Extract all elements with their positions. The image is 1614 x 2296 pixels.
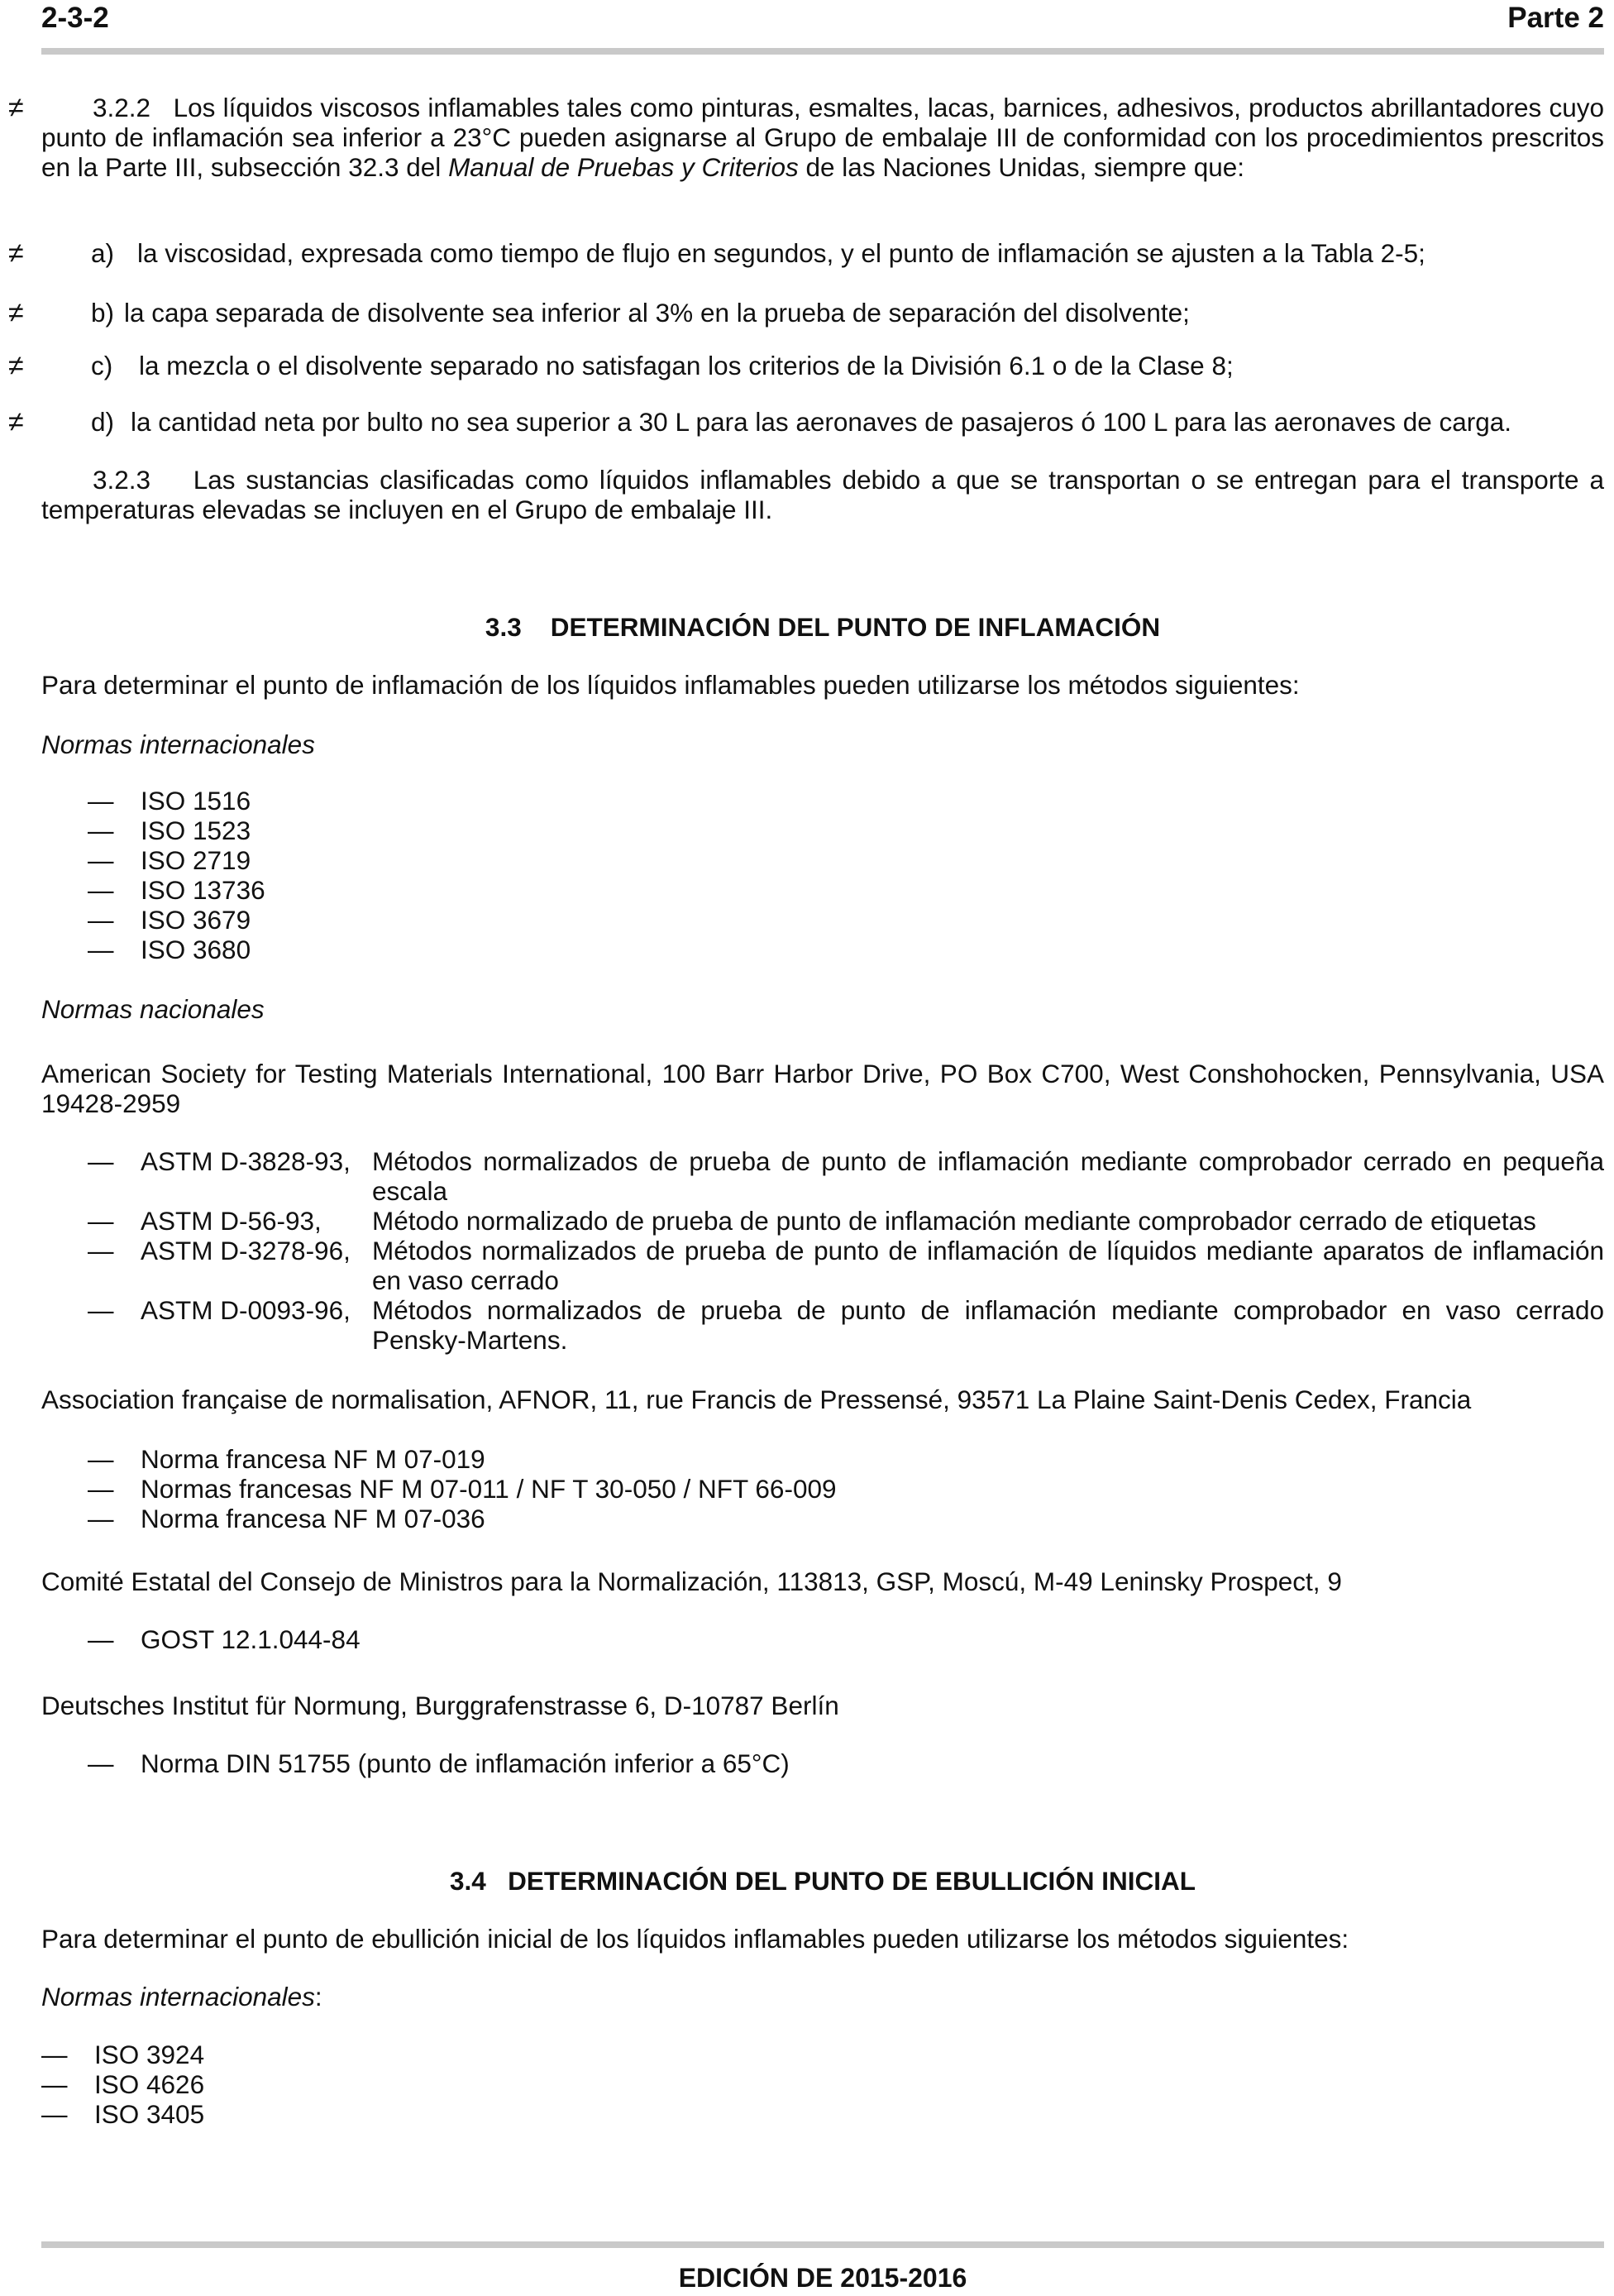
list-item-text: Norma DIN 51755 (punto de inflamación inferior a 65°C)	[141, 1748, 790, 1778]
list-item	[88, 1295, 1604, 1355]
astm-organization: American Society for Testing Materials International, 100 Barr Harbor Drive, PO Box C700, West Conshohocken, Pennsylvania, USA 19428-2959	[41, 1059, 1604, 1118]
list-item	[41, 2099, 204, 2129]
list-item-text: ISO 3680	[141, 935, 251, 964]
standard-code: ASTM D-0093-96,	[141, 1295, 351, 1325]
din-list	[88, 1748, 790, 1778]
list-item-text: ISO 3405	[94, 2099, 205, 2129]
list-item	[88, 786, 265, 816]
dash-bullet: —	[88, 845, 114, 875]
list-item-text: ISO 3924	[94, 2040, 205, 2069]
list-item	[88, 1748, 790, 1778]
dash-bullet: —	[41, 2099, 68, 2129]
paragraph-3-2-2	[8, 92, 1604, 182]
item-label: a)	[91, 238, 115, 268]
item-text: la cantidad neta por bulto no sea superior a 30 L para las aeronaves de pasajeros ó 100 L para las aeronaves de carga.	[131, 407, 1512, 437]
standard-code: ASTM D-56-93,	[141, 1206, 322, 1236]
item-text: la mezcla o el disolvente separado no satisfagan los criterios de la División 6.1 o de la Clase 8;	[139, 351, 1234, 380]
dash-bullet: —	[88, 1748, 114, 1778]
item-text: la viscosidad, expresada como tiempo de flujo en segundos, y el punto de inflamación se ajusten a la Tabla 2-5;	[137, 238, 1425, 268]
dash-bullet: —	[88, 786, 114, 816]
iso-list	[88, 786, 265, 964]
list-item	[41, 2040, 204, 2069]
section-title: DETERMINACIÓN DEL PUNTO DE EBULLICIÓN INICIAL	[508, 1866, 1196, 1896]
change-mark: ≠	[8, 237, 24, 269]
page-header	[41, 0, 1604, 55]
item-text: la capa separada de disolvente sea inferior al 3% en la prueba de separación del disolvente;	[124, 298, 1190, 328]
afnor-list	[88, 1444, 837, 1533]
section-number: 3.2.3	[93, 465, 151, 495]
part-label: Parte 2	[1507, 2, 1604, 34]
list-item	[88, 905, 265, 935]
list-item	[88, 1146, 1604, 1206]
item-label: d)	[91, 407, 115, 437]
manual-title: Manual de Pruebas y Criterios	[448, 152, 799, 182]
dash-bullet: —	[88, 1624, 114, 1654]
section-number: 3.4	[450, 1866, 486, 1896]
change-mark: ≠	[8, 92, 24, 123]
standard-code: ASTM D-3278-96,	[141, 1236, 351, 1265]
gost-list	[88, 1624, 361, 1654]
paragraph-text: Las sustancias clasificadas como líquidos inflamables debido a que se transportan o se entregan para el transporte a temperaturas elevadas se incluyen en el Grupo de embalaje III.	[41, 465, 1604, 524]
dash-bullet: —	[88, 1444, 114, 1474]
item-label: b)	[91, 298, 115, 328]
standard-description: Métodos normalizados de prueba de punto de inflamación de líquidos mediante aparatos de inflamación en vaso cerrado	[372, 1236, 1604, 1295]
section-title: DETERMINACIÓN DEL PUNTO DE INFLAMACIÓN	[550, 612, 1161, 642]
dash-bullet: —	[88, 1146, 114, 1176]
dash-bullet: —	[88, 935, 114, 964]
intro-text: Para determinar el punto de inflamación de los líquidos inflamables pueden utilizarse los métodos siguientes:	[41, 670, 1300, 700]
list-item	[88, 1236, 1604, 1295]
list-item	[88, 875, 265, 905]
dash-bullet: —	[41, 2040, 68, 2069]
list-item	[88, 1444, 837, 1474]
dash-bullet: —	[88, 1236, 114, 1265]
colon: :	[314, 1982, 322, 2011]
intro-text: Para determinar el punto de ebullición inicial de los líquidos inflamables pueden utilizarse los métodos siguientes:	[41, 1924, 1349, 1954]
section-number: 3.2.2	[93, 93, 151, 122]
dash-bullet: —	[88, 905, 114, 935]
list-item	[88, 1504, 837, 1533]
dash-bullet: —	[88, 1295, 114, 1325]
list-item-text: GOST 12.1.044-84	[141, 1624, 361, 1654]
change-mark: ≠	[8, 406, 24, 438]
list-item-text: Normas francesas NF M 07-011 / NF T 30-050 / NFT 66-009	[141, 1474, 837, 1504]
list-item-text: ISO 2719	[141, 845, 251, 875]
edition-footer: EDICIÓN DE 2015-2016	[678, 2263, 967, 2293]
standard-code: ASTM D-3828-93,	[141, 1146, 351, 1176]
change-mark: ≠	[8, 350, 24, 381]
section-heading-3-3	[41, 612, 1604, 643]
list-item-text: ISO 3679	[141, 905, 251, 935]
footer-rule	[41, 2241, 1604, 2248]
list-item-text: ISO 1523	[141, 816, 251, 845]
list-item-text: ISO 4626	[94, 2069, 205, 2099]
dash-bullet: —	[88, 816, 114, 845]
din-organization: Deutsches Institut für Normung, Burggrafenstrasse 6, D-10787 Berlín	[41, 1691, 839, 1720]
list-item	[88, 816, 265, 845]
subheading-international: Normas internacionales	[41, 729, 315, 759]
dash-bullet: —	[88, 875, 114, 905]
gost-organization: Comité Estatal del Consejo de Ministros para la Normalización, 113813, GSP, Moscú, M-49 Leninsky Prospect, 9	[41, 1567, 1342, 1596]
list-item	[88, 935, 265, 964]
list-item	[88, 845, 265, 875]
dash-bullet: —	[88, 1474, 114, 1504]
iso-list	[41, 2040, 204, 2129]
list-item	[41, 2069, 204, 2099]
list-item-text: Norma francesa NF M 07-036	[141, 1504, 485, 1533]
subheading-national: Normas nacionales	[41, 994, 265, 1024]
list-item-text: ISO 1516	[141, 786, 251, 816]
list-item	[88, 1474, 837, 1504]
standard-description: Métodos normalizados de prueba de punto de inflamación mediante comprobador cerrado en pequeña escala	[372, 1146, 1604, 1206]
section-heading-3-4	[41, 1866, 1604, 1897]
list-item	[88, 1624, 361, 1654]
dash-bullet: —	[41, 2069, 68, 2099]
afnor-organization: Association française de normalisation, AFNOR, 11, rue Francis de Pressensé, 93571 La Plaine Saint-Denis Cedex, Francia	[41, 1385, 1472, 1414]
subheading-international	[41, 1982, 322, 2011]
list-item-text: Norma francesa NF M 07-019	[141, 1444, 485, 1474]
section-number: 3.3	[485, 612, 522, 642]
dash-bullet: —	[88, 1504, 114, 1533]
standard-description: Método normalizado de prueba de punto de inflamación mediante comprobador cerrado de etiquetas	[372, 1206, 1536, 1236]
paragraph-3-2-3	[41, 465, 1604, 524]
page-number: 2-3-2	[41, 2, 109, 34]
standard-description: Métodos normalizados de prueba de punto de inflamación mediante comprobador en vaso cerrado Pensky-Martens.	[372, 1295, 1604, 1355]
subheading-label: Normas internacionales	[41, 1982, 315, 2011]
astm-list	[88, 1146, 1604, 1355]
list-item	[88, 1206, 1604, 1236]
paragraph-text-end: de las Naciones Unidas, siempre que:	[798, 152, 1245, 182]
paragraph-text: Los líquidos viscosos inflamables tales como pinturas, esmaltes, lacas, barnices, adhesivos, productos abrillantadores cuyo punto de inflamación sea inferior a 23°C pueden asignarse al Grupo de embalaje III de conformidad con los procedimientos prescritos en la Parte III, subsección 32.3 del	[41, 93, 1604, 182]
change-mark: ≠	[8, 297, 24, 328]
list-item-text: ISO 13736	[141, 875, 265, 905]
item-label: c)	[91, 351, 113, 380]
dash-bullet: —	[88, 1206, 114, 1236]
